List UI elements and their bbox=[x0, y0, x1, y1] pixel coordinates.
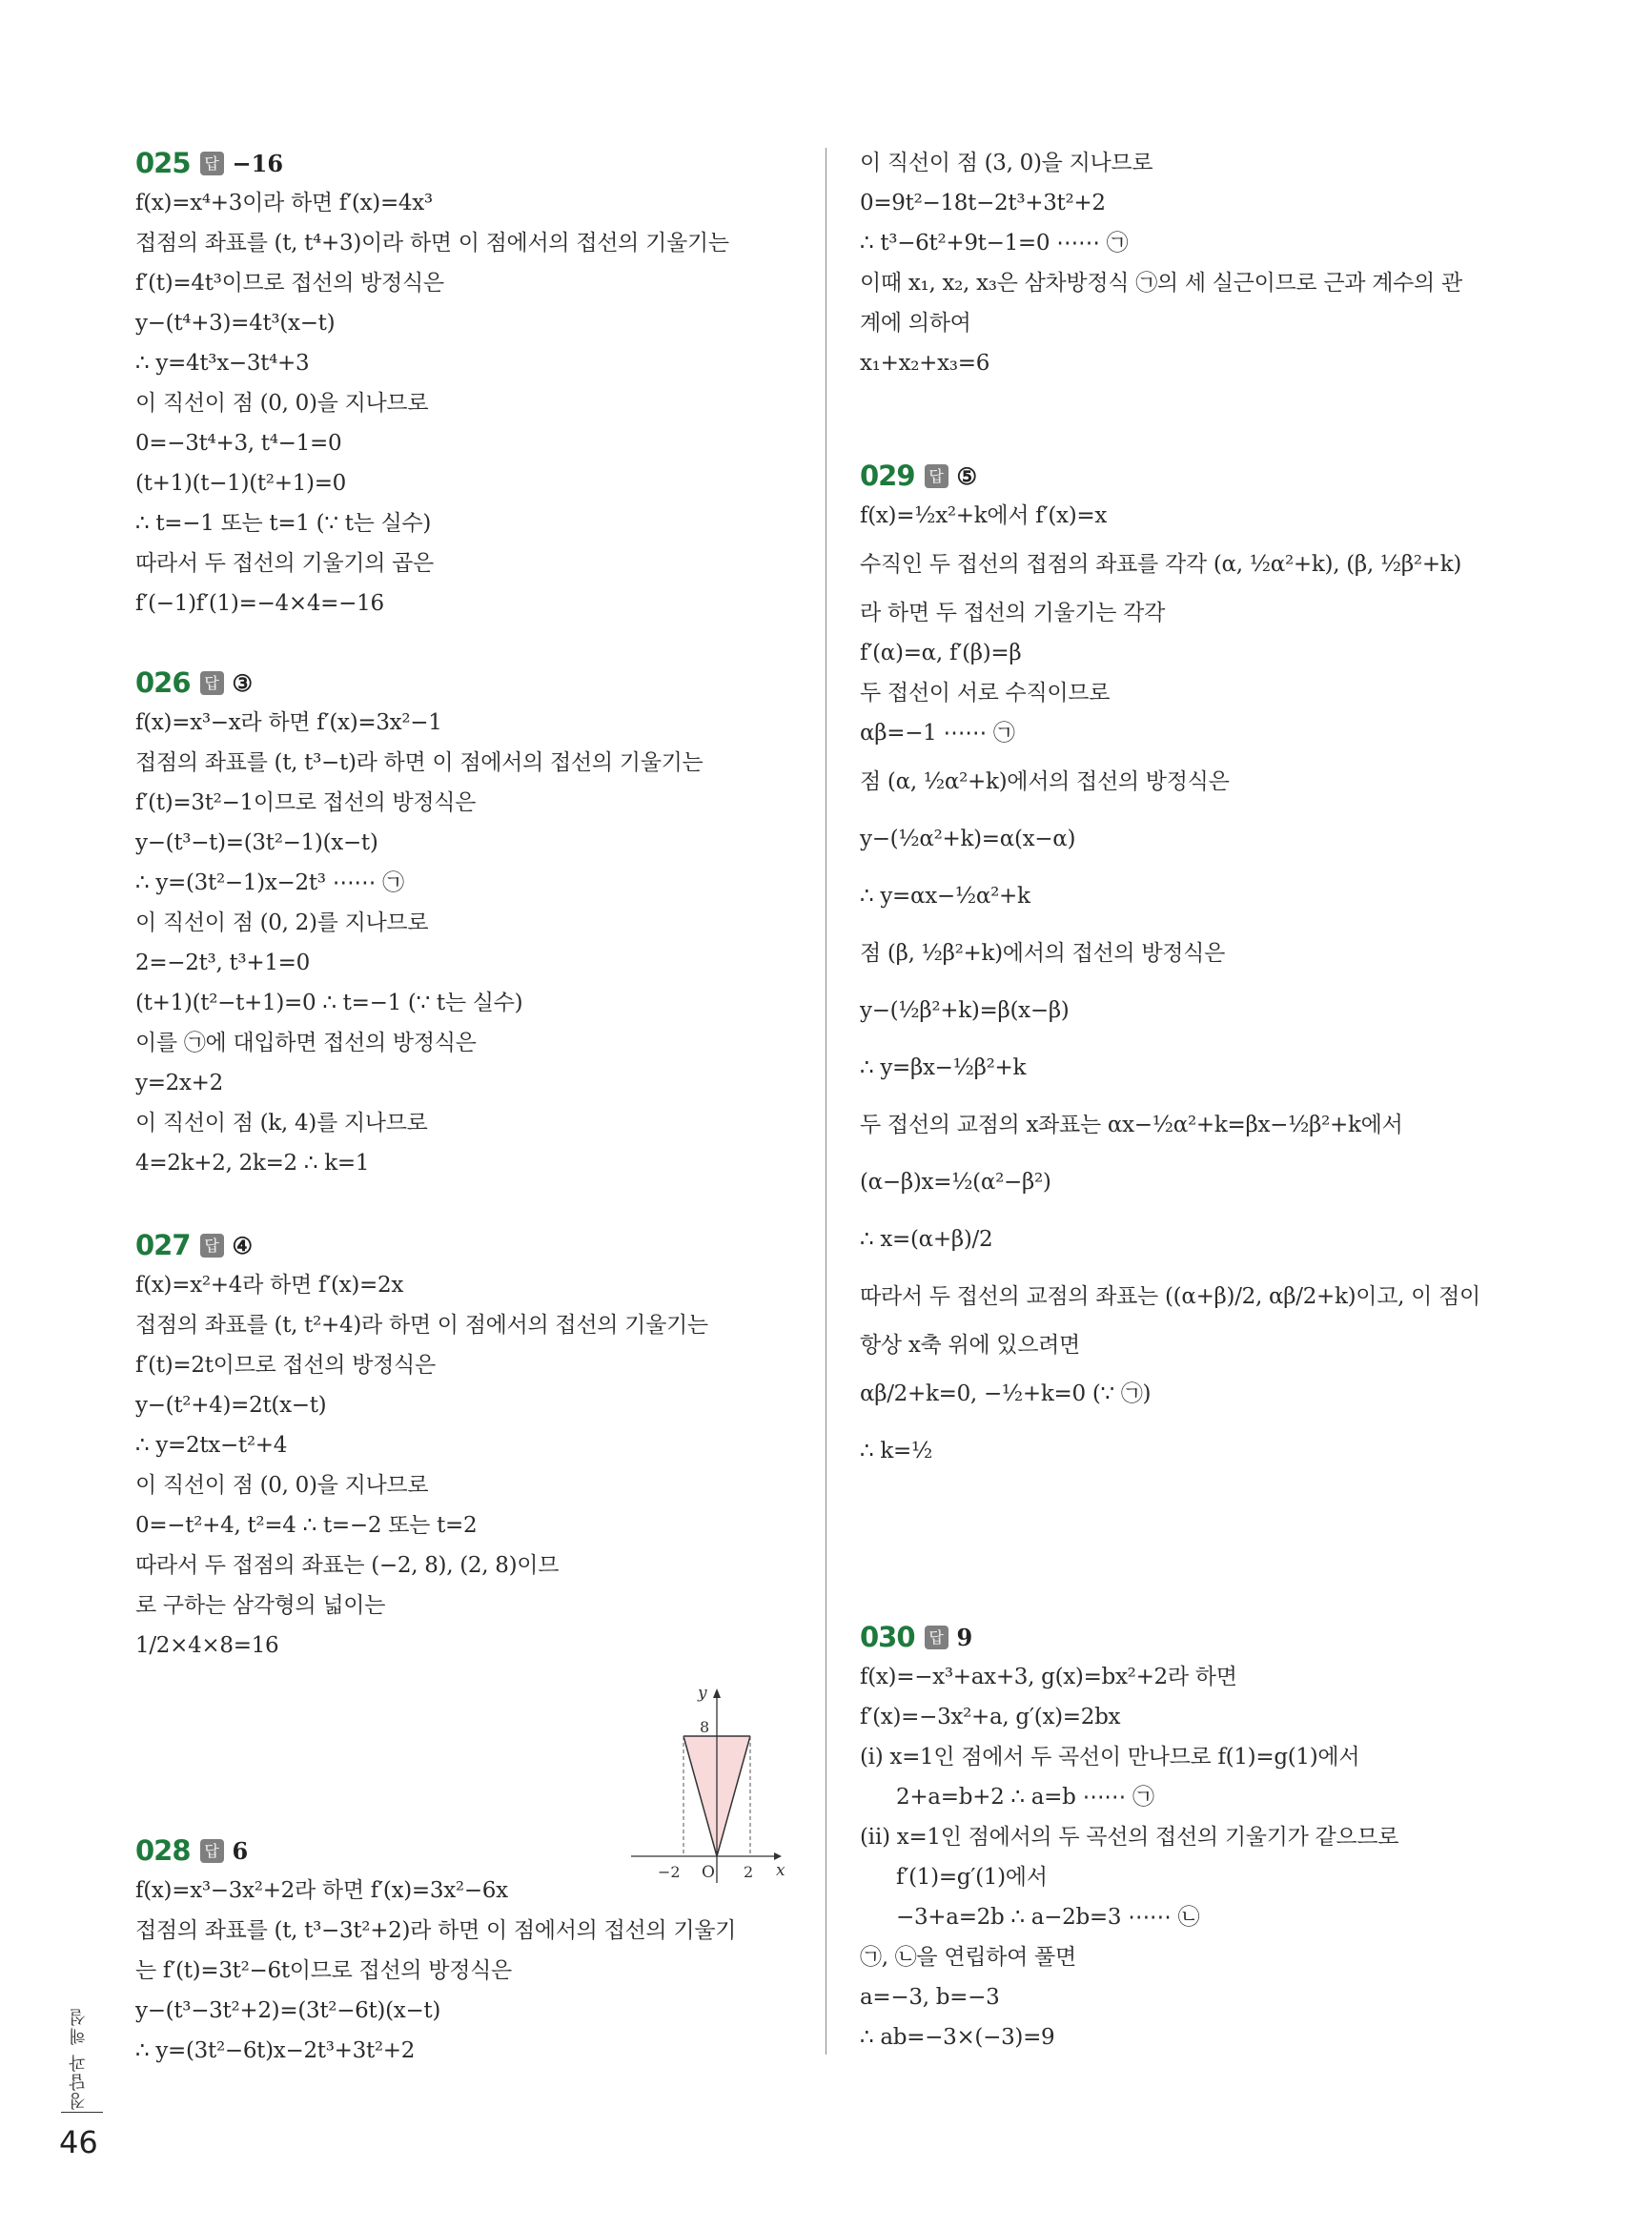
solution-line: y−(t³−3t²+2)=(3t²−6t)(x−t) bbox=[135, 1998, 441, 2023]
solution-line: ∴ y=2tx−t²+4 bbox=[135, 1433, 288, 1458]
solution-line: y−(½α²+k)=α(x−α) bbox=[860, 827, 1076, 851]
tick-label-8: 8 bbox=[700, 1718, 710, 1736]
answer-value: 6 bbox=[232, 1836, 249, 1865]
solution-line: 접점의 좌표를 (t, t³−t)라 하면 이 점에서의 접선의 기울기는 bbox=[135, 750, 704, 775]
solution-line: ∴ t=−1 또는 t=1 (∵ t는 실수) bbox=[135, 511, 432, 536]
solution-line: 항상 x축 위에 있으려면 bbox=[860, 1333, 1080, 1358]
solution-line: f(x)=x⁴+3이라 하면 f′(x)=4x³ bbox=[135, 191, 433, 215]
problem-number: 030 bbox=[860, 1621, 915, 1653]
solution-025 bbox=[135, 143, 793, 624]
solution-line: x₁+x₂+x₃=6 bbox=[860, 351, 990, 376]
answer-badge: 답 bbox=[200, 152, 224, 175]
solution-line: f′(x)=−3x²+a, g′(x)=2bx bbox=[860, 1705, 1121, 1729]
solution-line: 접점의 좌표를 (t, t²+4)라 하면 이 점에서의 접선의 기울기는 bbox=[135, 1313, 708, 1338]
solution-line: f(x)=x²+4라 하면 f′(x)=2x bbox=[135, 1273, 404, 1298]
solution-line: −3+a=2b ∴ a−2b=3 ⋯⋯ ㉡ bbox=[896, 1905, 1200, 1930]
solution-line: ∴ y=βx−½β²+k bbox=[860, 1055, 1027, 1080]
solution-line: (t+1)(t−1)(t²+1)=0 bbox=[135, 471, 347, 496]
solution-line: ∴ y=αx−½α²+k bbox=[860, 884, 1030, 909]
solution-line: 계에 의하여 bbox=[860, 311, 971, 336]
solution-line: 1/2×4×8=16 bbox=[135, 1633, 279, 1658]
solution-line: (ⅱ) x=1인 점에서의 두 곡선의 접선의 기울기가 같으므로 bbox=[860, 1825, 1399, 1850]
answer-badge: 답 bbox=[200, 1839, 224, 1863]
solution-line: y−(t³−t)=(3t²−1)(x−t) bbox=[135, 830, 378, 855]
solution-line: f′(t)=2t이므로 접선의 방정식은 bbox=[135, 1353, 436, 1378]
solution-line: a=−3, b=−3 bbox=[860, 1985, 1000, 2010]
solution-line: 이 직선이 점 (0, 2)를 지나므로 bbox=[135, 910, 429, 935]
solution-line: f(x)=−x³+ax+3, g(x)=bx²+2라 하면 bbox=[860, 1665, 1237, 1689]
y-axis-arrow bbox=[713, 1688, 721, 1698]
solution-line: f′(1)=g′(1)에서 bbox=[896, 1865, 1048, 1890]
solution-line: αβ=−1 ⋯⋯ ㉠ bbox=[860, 721, 1015, 746]
problem-number: 025 bbox=[135, 147, 191, 179]
solution-line: ∴ y=(3t²−1)x−2t³ ⋯⋯ ㉠ bbox=[135, 870, 404, 895]
solution-line: y−(½β²+k)=β(x−β) bbox=[860, 998, 1070, 1023]
problem-number: 026 bbox=[135, 666, 191, 699]
solution-line: 따라서 두 접선의 교점의 좌표는 ((α+β)/2, αβ/2+k)이고, 이 점이 bbox=[860, 1284, 1480, 1309]
solution-line: 라 하면 두 접선의 기울기는 각각 bbox=[860, 601, 1165, 625]
solution-line: ∴ ab=−3×(−3)=9 bbox=[860, 2025, 1055, 2050]
answer-value: −16 bbox=[232, 149, 284, 177]
solution-line: (ⅰ) x=1인 점에서 두 곡선이 만나므로 f(1)=g(1)에서 bbox=[860, 1745, 1360, 1770]
solution-line: f(x)=x³−x라 하면 f′(x)=3x²−1 bbox=[135, 710, 442, 735]
solution-line: f′(t)=3t²−1이므로 접선의 방정식은 bbox=[135, 790, 477, 815]
solution-header bbox=[135, 143, 793, 183]
solution-header bbox=[135, 663, 793, 703]
tick-label-neg2: −2 bbox=[658, 1863, 681, 1881]
solution-line: 접점의 좌표를 (t, t³−3t²+2)라 하면 이 점에서의 접선의 기울기 bbox=[135, 1918, 737, 1943]
solution-line: αβ/2+k=0, −½+k=0 (∵ ㉠) bbox=[860, 1381, 1152, 1406]
solution-line: ㉠, ㉡을 연립하여 풀면 bbox=[860, 1945, 1076, 1970]
solution-line: 로 구하는 삼각형의 넓이는 bbox=[135, 1593, 386, 1618]
problem-number: 028 bbox=[135, 1834, 191, 1867]
solution-line: f(x)=½x²+k에서 f′(x)=x bbox=[860, 503, 1108, 528]
answer-value: 9 bbox=[956, 1623, 973, 1651]
solution-line: ∴ x=(α+β)/2 bbox=[860, 1227, 993, 1252]
solution-line: 4=2k+2, 2k=2 ∴ k=1 bbox=[135, 1151, 370, 1176]
answer-badge: 답 bbox=[200, 671, 224, 695]
solution-header bbox=[135, 1831, 793, 1871]
solution-header bbox=[860, 456, 1527, 496]
solution-line: 0=−t²+4, t²=4 ∴ t=−2 또는 t=2 bbox=[135, 1513, 478, 1538]
solution-line: f′(−1)f′(1)=−4×4=−16 bbox=[135, 591, 384, 616]
solution-line: 수직인 두 접선의 접점의 좌표를 각각 (α, ½α²+k), (β, ½β²+k) bbox=[860, 552, 1462, 577]
answer-value: ④ bbox=[232, 1231, 254, 1259]
origin-label: O bbox=[702, 1863, 715, 1882]
solution-line: ∴ y=4t³x−3t⁴+3 bbox=[135, 351, 310, 376]
solution-line: 점 (β, ½β²+k)에서의 접선의 방정식은 bbox=[860, 941, 1226, 966]
solution-line: y−(t²+4)=2t(x−t) bbox=[135, 1393, 327, 1418]
solution-line: 0=−3t⁴+3, t⁴−1=0 bbox=[135, 431, 342, 456]
answer-value: ③ bbox=[232, 668, 254, 697]
solution-line: y=2x+2 bbox=[135, 1071, 223, 1095]
solution-line: 2+a=b+2 ∴ a=b ⋯⋯ ㉠ bbox=[896, 1785, 1154, 1810]
solution-line: 2=−2t³, t³+1=0 bbox=[135, 951, 310, 975]
solution-029 bbox=[860, 456, 1527, 1480]
solution-line: 두 접선의 교점의 x좌표는 αx−½α²+k=βx−½β²+k에서 bbox=[860, 1113, 1403, 1137]
solution-header bbox=[860, 1617, 1527, 1657]
solution-line: 는 f′(t)=3t²−6t이므로 접선의 방정식은 bbox=[135, 1958, 512, 1983]
tick-label-2: 2 bbox=[744, 1863, 754, 1881]
page-number: 46 bbox=[59, 2124, 98, 2160]
solution-line: 두 접선이 서로 수직이므로 bbox=[860, 681, 1111, 706]
solution-line: ∴ k=½ bbox=[860, 1439, 932, 1463]
answer-badge: 답 bbox=[925, 1626, 948, 1649]
problem-number: 027 bbox=[135, 1229, 191, 1261]
solution-line: f′(α)=α, f′(β)=β bbox=[860, 641, 1022, 665]
solution-line: 이 직선이 점 (0, 0)을 지나므로 bbox=[135, 391, 429, 416]
answer-badge: 답 bbox=[925, 464, 948, 488]
solution-line: f(x)=x³−3x²+2라 하면 f′(x)=3x²−6x bbox=[135, 1878, 508, 1903]
side-divider bbox=[61, 2112, 103, 2113]
y-axis-label: y bbox=[698, 1684, 707, 1703]
solution-028-continued bbox=[860, 143, 1527, 383]
x-axis-label: x bbox=[776, 1861, 785, 1880]
solution-line: 0=9t²−18t−2t³+3t²+2 bbox=[860, 191, 1106, 215]
solution-line: f′(t)=4t³이므로 접선의 방정식은 bbox=[135, 271, 444, 296]
solution-line: 따라서 두 접점의 좌표는 (−2, 8), (2, 8)이므 bbox=[135, 1553, 560, 1578]
solution-line: ∴ y=(3t²−6t)x−2t³+3t²+2 bbox=[135, 2038, 416, 2063]
solution-030 bbox=[860, 1617, 1527, 2057]
solution-line: 이 직선이 점 (3, 0)을 지나므로 bbox=[860, 151, 1153, 175]
solution-line: y−(t⁴+3)=4t³(x−t) bbox=[135, 311, 336, 336]
problem-number: 029 bbox=[860, 460, 915, 492]
solution-line: 이를 ㉠에 대입하면 접선의 방정식은 bbox=[135, 1031, 477, 1055]
solution-line: 점 (α, ½α²+k)에서의 접선의 방정식은 bbox=[860, 769, 1230, 794]
answer-value: ⑤ bbox=[956, 461, 978, 490]
solution-line: 따라서 두 접선의 기울기의 곱은 bbox=[135, 551, 434, 576]
solution-line: 접점의 좌표를 (t, t⁴+3)이라 하면 이 점에서의 접선의 기울기는 bbox=[135, 231, 729, 256]
solution-line: 이 직선이 점 (k, 4)를 지나므로 bbox=[135, 1111, 428, 1135]
solution-line: (α−β)x=½(α²−β²) bbox=[860, 1170, 1051, 1195]
section-side-label: 정답과 해설 bbox=[69, 2007, 89, 2110]
solution-line: ∴ t³−6t²+9t−1=0 ⋯⋯ ㉠ bbox=[860, 231, 1129, 256]
solution-line: 이때 x₁, x₂, x₃은 삼차방정식 ㉠의 세 실근이므로 근과 계수의 관 bbox=[860, 271, 1462, 296]
solution-line: (t+1)(t²−t+1)=0 ∴ t=−1 (∵ t는 실수) bbox=[135, 991, 523, 1015]
solution-028 bbox=[135, 1831, 793, 2071]
answer-badge: 답 bbox=[200, 1234, 224, 1258]
solution-header bbox=[135, 1225, 793, 1265]
solution-026 bbox=[135, 663, 793, 1183]
solution-line: 이 직선이 점 (0, 0)을 지나므로 bbox=[135, 1473, 429, 1498]
